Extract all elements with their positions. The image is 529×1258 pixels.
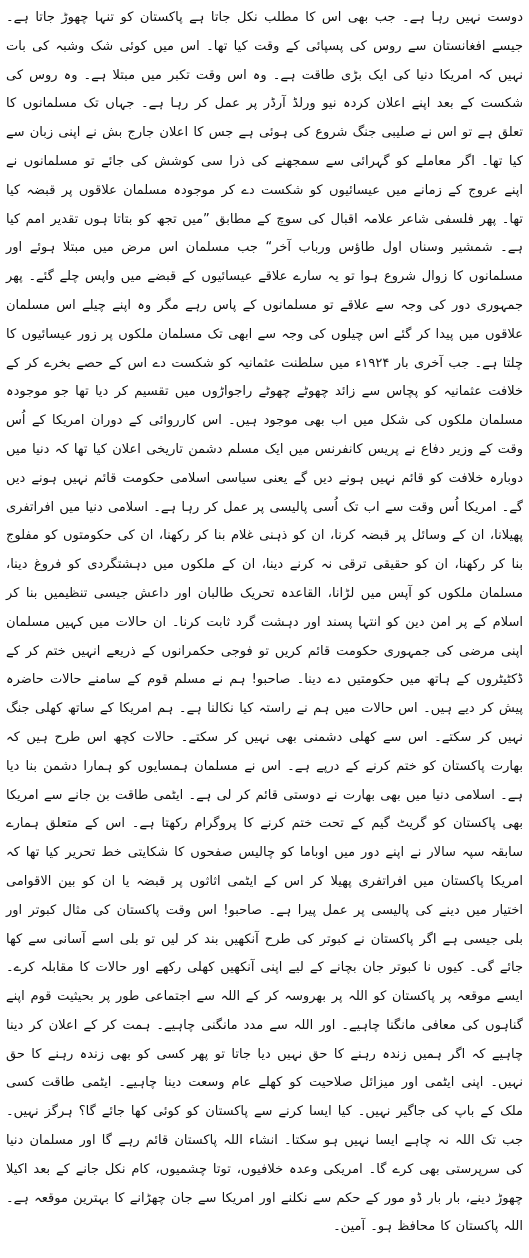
article-body-text: دوست نہیں رہا ہے۔ جب بھی اس کا مطلب نکل جاتا ہے پاکستان کو تنہا چھوڑ جاتا ہے۔ جیسے افغانستان سے روس کی پسپائی کے وقت کیا تھا۔ اس میں کوئی شک وشبہ کی بات نہیں کہ امریکا دنیا کی ایک بڑی طاقت ہے۔ وہ اس وقت تکبر میں مبتلا ہے۔ وہ روس کی شکست کے بعد اپنے اعلان کردہ نیو ورلڈ آرڈر پر عمل کر رہا ہے۔ جہاں تک مسلمانوں کا تعلق ہے تو اس نے صلیبی جنگ شروع کی ہوئی ہے جس کا اعلان جارج بش نے اپنی زبان سے کیا تھا۔ اگر معاملے کو گہرائی سے سمجھنے کی ذرا سی کوشش کی جائے تو مسلمانوں نے اپنے عروج کے زمانے میں عیسائیوں کو شکست دے کر موجودہ مسلمان علاقوں پر قبضہ کیا تھا۔ پھر فلسفی شاعر علامہ اقبال کی سوچ کے مطابق ”میں تجھ کو بتاتا ہوں تقدیر امم کیا ہے۔ شمشیر وسناں اول طاؤس ورباب آخر“ جب مسلمان اس مرض میں مبتلا ہوئے اور مسلمانوں کا زوال شروع ہوا تو یہ سارے علاقے عیسائیوں کے قبضے میں واپس چلے گئے۔ پھر جمہوری دور کی وجہ سے علاقے تو مسلمانوں کے پاس رہے مگر وہ اپنے چیلے اس مسلمان علاقوں میں پیدا کر گئے اس چیلوں کی وجہ سے ابھی تک مسلمان ملکوں پر زور عیسائیوں کا چلتا ہے۔ جب آخری بار ۱۹۲۴ء میں سلطنت عثمانیہ کو شکست دے اس کے حصے بخرے کر کے خلافت عثمانیہ کو پچاس سے زائد چھوٹے چھوٹے راجواڑوں میں تقسیم کر دیا تھا جو موجودہ مسلمان ملکوں کی شکل میں اب بھی موجود ہیں۔ اس کارروائی کے دوران امریکا کے اُس وقت کے وزیر دفاع نے پریس کانفرنس میں ایک مسلم دشمن تاریخی اعلان کیا تھا کہ دنیا میں دوبارہ خلافت کو قائم نہیں ہونے دیں گے یعنی سیاسی اسلامی حکومت قائم نہیں ہونے دیں گے۔ امریکا اُس وقت سے اب تک اُسی پالیسی پر عمل کر رہا ہے۔ اسلامی دنیا میں افراتفری پھیلانا، ان کے وسائل پر قبضہ کرنا، ان کو ذہنی غلام بنا کر رکھنا، ان کی حکومتوں کو مفلوج بنا کر رکھنا، ان کو حقیقی ترقی نہ کرنے دینا، ان کے ملکوں میں دہشتگردی کو فروغ دینا، مسلمان ملکوں کو آپس میں لڑانا، القاعدہ تحریک طالبان اور داعش جیسی تنظیمیں بنا کر اسلام کے پر امن دین کو انتہا پسند اور دہشت گرد ثابت کرنا۔ ان حالات میں کہیں مسلمان اپنی مرضی کی جمہوری حکومت قائم کریں تو فوجی حکمرانوں کے ذریعے انہیں ختم کر کے ڈکٹیٹروں کے ہاتھ میں حکومتیں دے دینا۔ صاحبو! ہم نے مسلم قوم کے سامنے حالات حاضرہ پیش کر دیے ہیں۔ اس حالات میں ہم نے راستہ کیا نکالنا ہے۔ ہم امریکا کے ساتھ کھلی جنگ نہیں کر سکتے۔ اس سے کھلی دشمنی بھی نہیں کر سکتے۔ حالات کچھ اس طرح ہیں کہ بھارت پاکستان کو ختم کرنے کے درپے ہے۔ اس نے مسلمان ہمسایوں کو ہمارا دشمن بنا دیا ہے۔ اسلامی دنیا میں بھی بھارت نے دوستی قائم کر لی ہے۔ ایٹمی طاقت بن جانے سے امریکا بھی پاکستان کو گریٹ گیم کے تحت ختم کرنے کا پروگرام رکھتا ہے۔ اس کے متعلق ہمارے سابقہ سپہ سالار نے اپنے دور میں اوباما کو چالیس صفحوں کا شکایتی خط تحریر کیا تھا کہ امریکا پاکستان میں افراتفری پھیلا کر اس کے ایٹمی اثاثوں پر قبضہ یا ان کو بین الاقوامی اختیار میں دینے کی پالیسی پر عمل پیرا ہے۔ صاحبو! اس وقت پاکستان کی مثال کبوتر اور بلی جیسی ہے اگر پاکستان نے کبوتر کی طرح آنکھیں بند کر لیں تو بلی اسے آسانی سے کھا جائے گی۔ کیوں نا کبوتر جان بچانے کے لیے اپنی آنکھیں کھلی رکھے اور حالات کا مقابلہ کرے۔ ایسے موقعہ پر پاکستان کو اللہ پر بھروسہ کر کے اللہ سے اجتماعی طور پر بحیثیت قوم اپنے گناہوں کی معافی مانگنا چاہیے۔ اور اللہ سے مدد مانگنی چاہیے۔ ہمت کر کے اعلان کر دینا چاہیے کہ اگر ہمیں زندہ رہنے کا حق نہیں دیا جاتا تو پھر کسی کو بھی زندہ رہنے کا حق نہیں۔ اپنی ایٹمی اور میزائل صلاحیت کو کھلے عام وسعت دینا چاہیے۔ ایٹمی طاقت کسی ملک کے باپ کی جاگیر نہیں۔ کیا ایسا کرنے سے پاکستان کو کوئی کھا جائے گا؟ ہرگز نہیں۔ جب تک اللہ نہ چاہے ایسا نہیں ہو سکتا۔ انشاء اللہ پاکستان قائم رہے گا اور مسلمان دنیا کی سرپرستی بھی کرے گا۔ امریکی وعدہ خلافیوں، توتا چشمیوں، کام نکل جانے کے بعد اکیلا چھوڑ دینے، بار بار ڈو مور کے حکم سے نکلنے اور امریکا سے جان چھڑانے کا بہترین موقعہ ہے۔ اللہ پاکستان کا محافظ ہو۔ آمین۔ — [6, 10, 523, 1235]
